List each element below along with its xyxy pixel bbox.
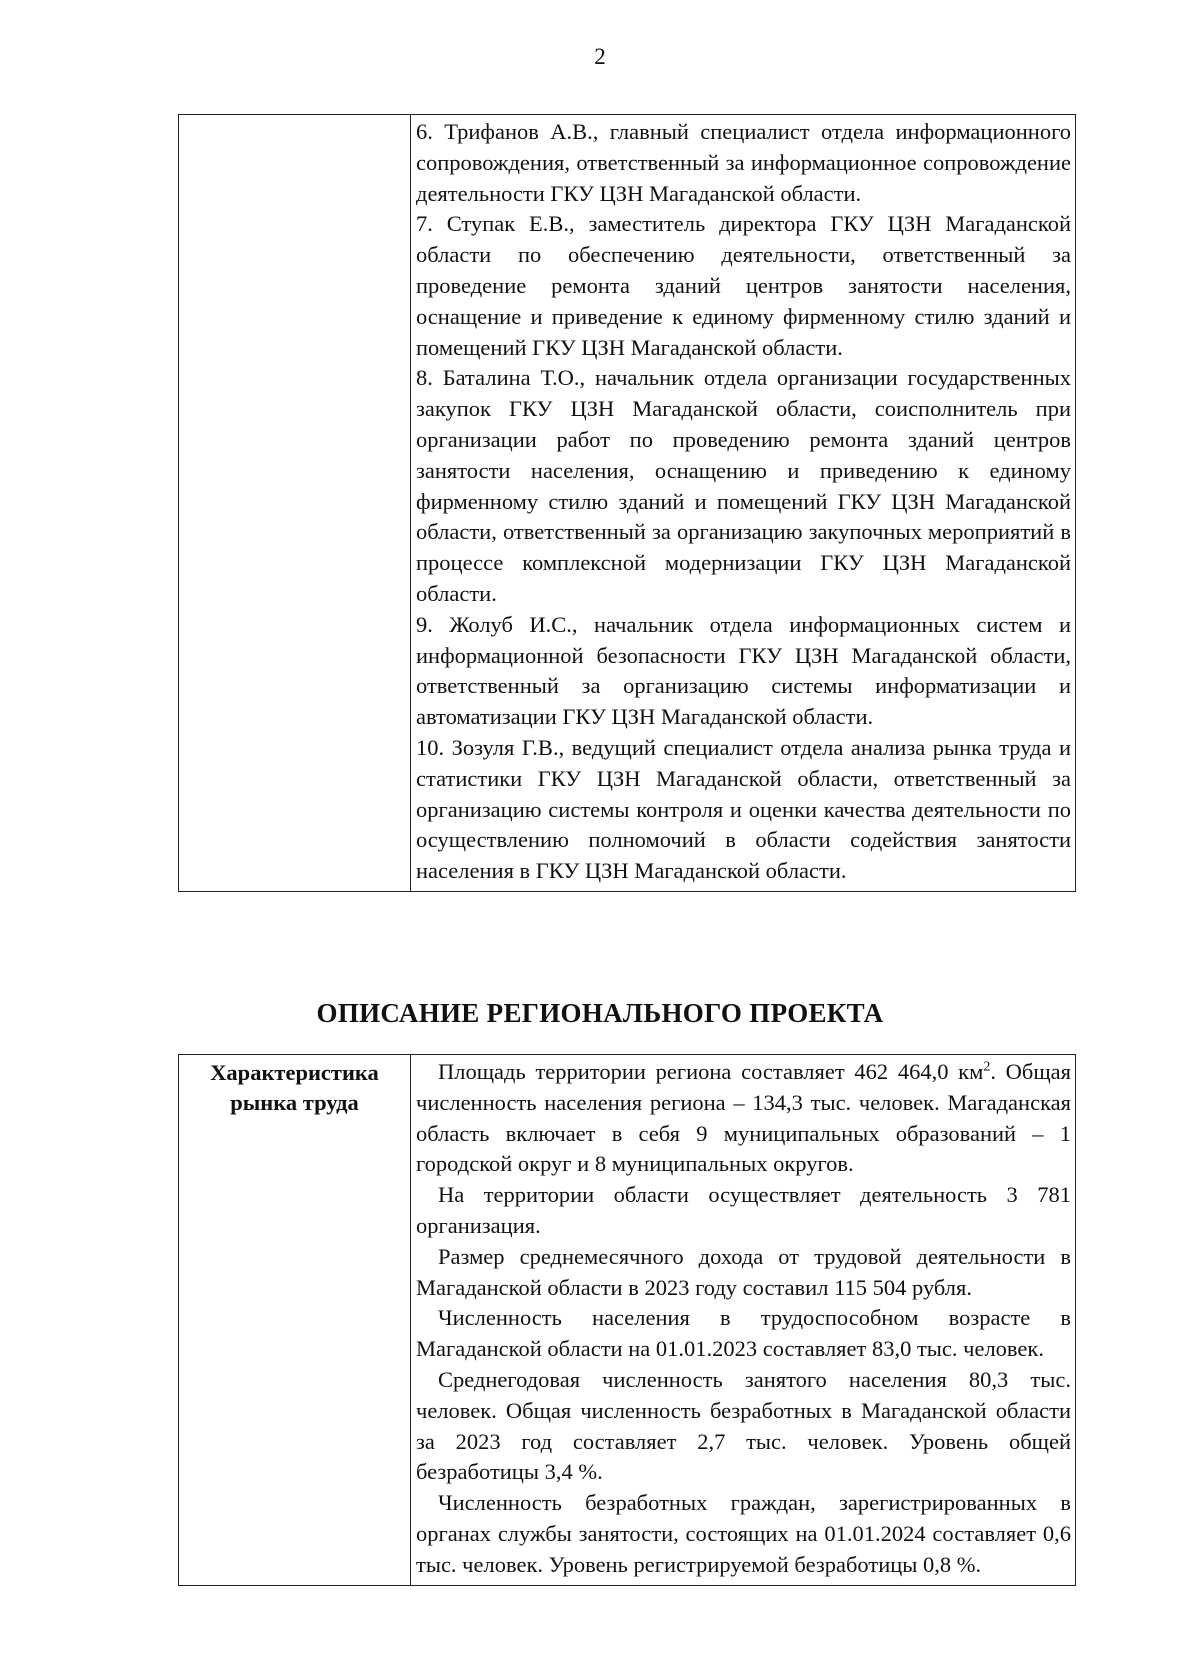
labor-market-heading: Характеристика рынка труда (210, 1060, 379, 1115)
description-paragraph: Среднегодовая численность занятого населения 80,3 тыс. человек. Общая численность безработных в Магаданской области за 2023 год составляет 2,7 тыс. человек. Уровень общей безработицы 3,4 %. (416, 1366, 1071, 1485)
responsibles-cell (411, 115, 1076, 892)
list-item: 8. Баталина Т.О., начальник отдела организации государственных закупок ГКУ ЦЗН Магаданской области, соисполнитель при организации работ по проведению ремонта зданий центров занятости населения, оснащению и приведению к единому фирменному стилю зданий и помещений ГКУ ЦЗН Магаданской области, ответственный за организацию закупочных мероприятий в процессе комплексной модернизации ГКУ ЦЗН Магаданской области. (416, 365, 1071, 606)
area-text-after: . Общая численность населения региона – 134,3 тыс. человек. Магаданская область включает в себя 9 муниципальных образований – 1 городской округ и 8 муниципальных округов. (416, 1059, 1072, 1177)
description-paragraph: Размер среднемесячного дохода от трудовой деятельности в Магаданской области в 2023 году составил 115 504 рубля. (416, 1243, 1071, 1300)
labor-market-heading-cell (179, 1055, 411, 1586)
section-title: ОПИСАНИЕ РЕГИОНАЛЬНОГО ПРОЕКТА (316, 998, 884, 1028)
list-item: 6. Трифанов А.В., главный специалист отдела информационного сопровождения, ответственный за информационное сопровождение деятельности ГКУ ЦЗН Магаданской области. (416, 119, 1071, 206)
description-paragraph: Численность безработных граждан, зарегистрированных в органах службы занятости, состоящих на 01.01.2024 составляет 0,6 тыс. человек. Уровень регистрируемой безработицы 0,8 %. (416, 1490, 1071, 1577)
page-number: 2 (594, 44, 606, 69)
list-item: 9. Жолуб И.С., начальник отдела информационных систем и информационной безопасности ГКУ ЦЗН Магаданской области, ответственный за организацию системы информатизации и автоматизации ГКУ ЦЗН Магаданской области. (416, 611, 1071, 730)
area-text-before: Площадь территории региона составляет 462 464,0 км (438, 1059, 984, 1084)
labor-market-description-cell (411, 1055, 1076, 1586)
area-superscript: 2 (983, 1059, 991, 1075)
empty-left-cell (179, 115, 411, 892)
table-row (179, 115, 1076, 892)
area-paragraph (416, 1057, 1071, 1180)
labor-market-table (178, 1054, 1076, 1586)
description-paragraph: На территории области осуществляет деятельность 3 781 организация. (416, 1182, 1071, 1238)
table-row (179, 1055, 1076, 1586)
responsibles-table (178, 114, 1076, 892)
list-item: 10. Зозуля Г.В., ведущий специалист отдела анализа рынка труда и статистики ГКУ ЦЗН Магаданской области, ответственный за организацию системы контроля и оценки качества деятельности по осуществлению полномочий в области содействия занятости населения в ГКУ ЦЗН Магаданской области. (416, 734, 1071, 884)
list-item: 7. Ступак Е.В., заместитель директора ГКУ ЦЗН Магаданской области по обеспечению деятельности, ответственный за проведение ремонта зданий центров занятости населения, оснащение и приведение к единому фирменному стилю зданий и помещений ГКУ ЦЗН Магаданской области. (416, 211, 1071, 360)
description-paragraph: Численность населения в трудоспособном возрасте в Магаданской области на 01.01.2023 составляет 83,0 тыс. человек. (416, 1305, 1071, 1362)
